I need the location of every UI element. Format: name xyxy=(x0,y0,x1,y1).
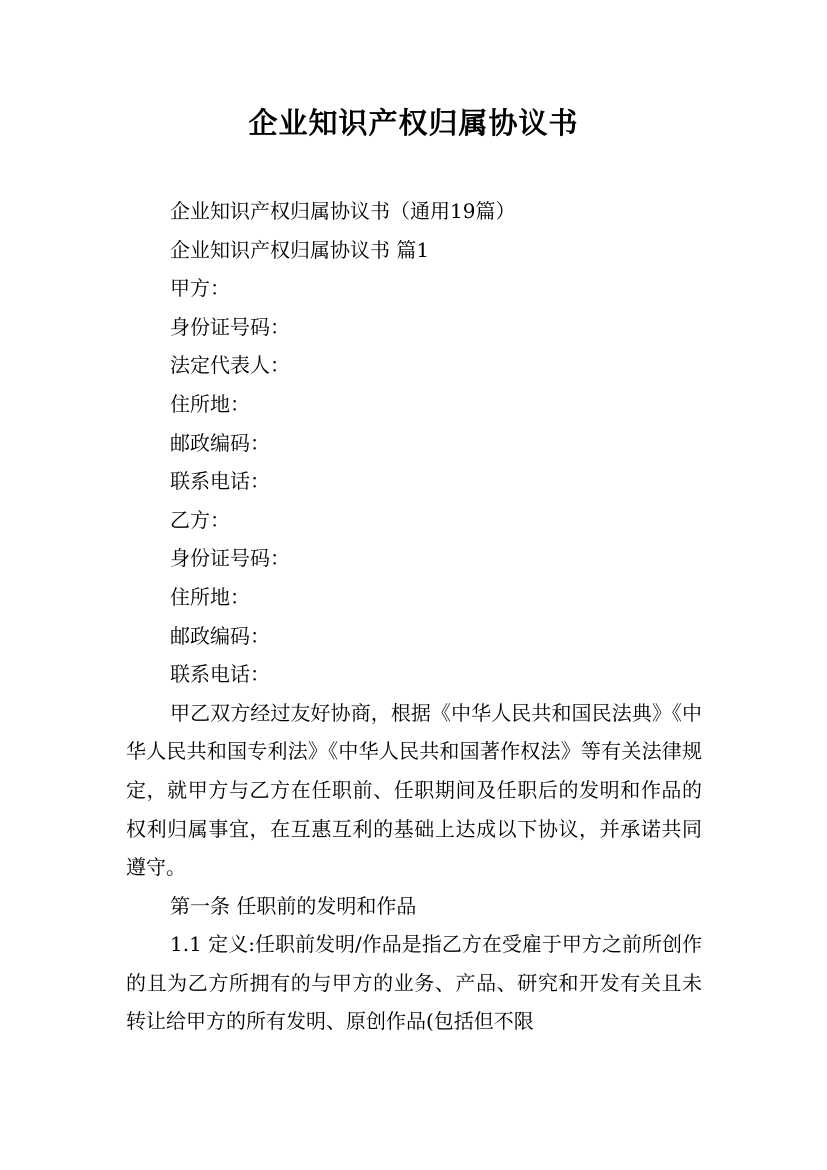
article-1-heading: 第一条 任职前的发明和作品 xyxy=(170,893,417,918)
party-b-address: 住所地： xyxy=(170,584,250,609)
intro-paragraph: 甲乙双方经过友好协商，根据《中华人民共和国民法典》《中华人民共和国专利法》《中华人民共和国著作权法》等有关法律规定，就甲方与乙方在任职前、任职期间及任职后的发明和作品的权利归属事宜，在互惠互利的基础上达成以下协议，并承诺共同遵守。 xyxy=(126,700,702,880)
document-title: 企业知识产权归属协议书 xyxy=(248,106,579,140)
party-b-id-number: 身份证号码： xyxy=(170,546,290,571)
section-heading: 企业知识产权归属协议书 篇1 xyxy=(170,237,430,262)
document-body xyxy=(126,192,702,1041)
party-b-label: 乙方： xyxy=(170,507,230,532)
party-a-legal-rep: 法定代表人： xyxy=(170,353,290,378)
party-a-label: 甲方： xyxy=(170,276,230,301)
party-a-postal-code: 邮政编码： xyxy=(170,430,270,455)
party-a-phone: 联系电话： xyxy=(170,469,270,494)
party-b-postal-code: 邮政编码： xyxy=(170,623,270,648)
party-b-phone: 联系电话： xyxy=(170,662,270,687)
document-subtitle: 企业知识产权归属协议书（通用19篇） xyxy=(170,199,516,223)
party-a-address: 住所地： xyxy=(170,391,250,416)
party-a-id-number: 身份证号码： xyxy=(170,314,290,339)
clause-1-1: 1.1 定义:任职前发明/作品是指乙方在受雇于甲方之前所创作的且为乙方所拥有的与甲方的业务、产品、研究和开发有关且未转让给甲方的所有发明、原创作品(包括但不限 xyxy=(126,932,702,1034)
